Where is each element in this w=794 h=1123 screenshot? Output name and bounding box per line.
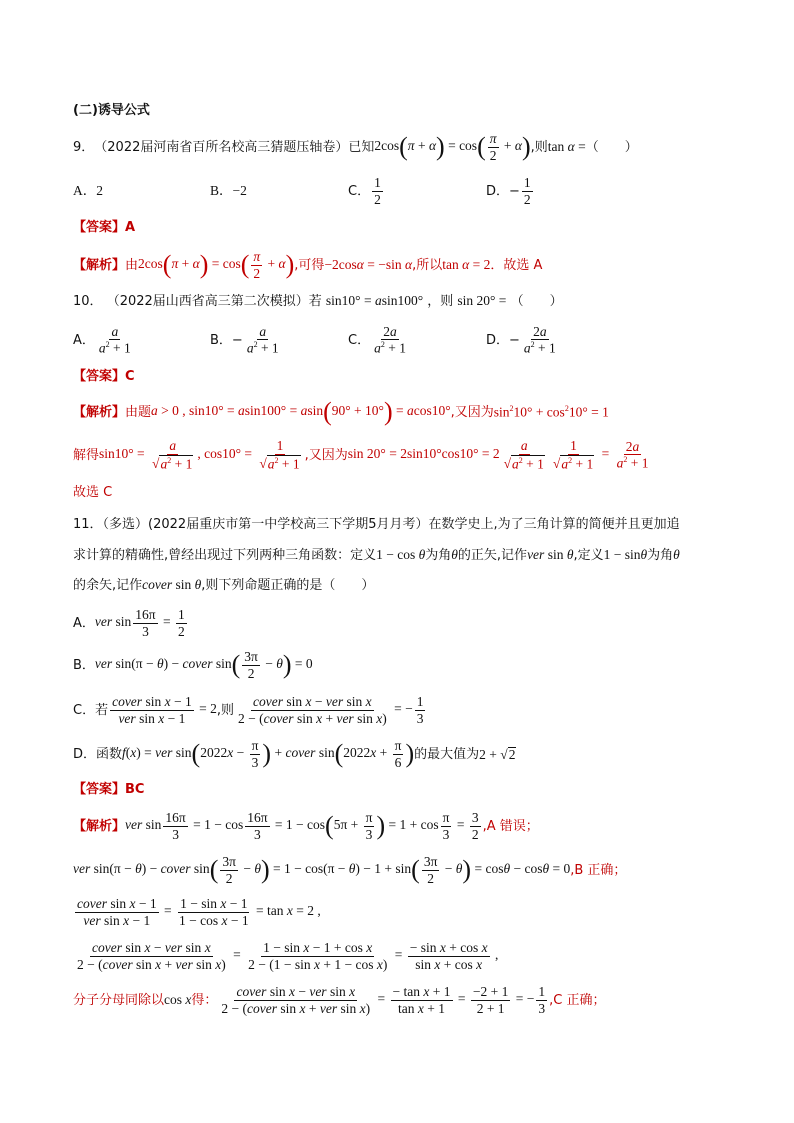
equation: 2cos(π + α) = cos( $\frac{\pi}{2}$ + α) xyxy=(138,248,295,281)
analysis-line: 分子分母同除以 cos x 得： $\frac{\text{cover sin x − ver sin x}}{\text{2 − (cover sin x + ver sin x)}}$ = $\frac{\text{− tan x + 1}}{\text{tan x + 1}}$ = $\frac{-2 + 1}{2 + 1}$ = − $\frac{1}{3}$ ,C 正确； xyxy=(73,983,606,1016)
analysis-label: 【解析】 xyxy=(73,818,126,834)
question-source: （多选）(2022届重庆市第一中学校高三下学期5月月考）在数学史上,为了三角计算的简便并且更加追 xyxy=(102,517,680,532)
equation: sin10° = a √ $a^2 + 1$ , cos10° = 1 √ $a^2 + 1$ xyxy=(99,438,300,472)
answer-value: C xyxy=(125,369,135,384)
option-d: D．函数 f(x) = ver sin(2022x − $\frac{\pi}{3}$ ) + cover sin(2022x + $\frac{\pi}{6}$ ) 的最大值为 2 + √ 2 xyxy=(73,737,516,770)
equation: a > 0 , sin10° = asin100° = asin(90° + 10°) = acos10° xyxy=(151,397,451,426)
answer-label: 【答案】 xyxy=(73,782,126,797)
equation: sin 20° = 2sin10°cos10° = 2 a √ $a^2 + 1$ 1 √ $a^2 + 1$ = $\frac{2a}{a^2 + 1}$ xyxy=(347,438,649,472)
answer-label: 【答案】 xyxy=(73,369,126,384)
question-source: （2022届山西省高三第二次模拟）若 xyxy=(106,294,322,309)
option-d: D．− $\frac{1}{2}$ xyxy=(486,174,531,207)
question-11-stem xyxy=(73,518,680,531)
option-a: A． ver sin $\frac{16\pi}{3}$ = $\frac{1}{2}$ xyxy=(73,606,185,639)
question-number: 10． xyxy=(73,294,103,309)
equation: $\sin^210^\circ + \cos^210^\circ = 1$ xyxy=(493,404,609,420)
answer-blank: （ ） xyxy=(510,294,563,309)
question-10-stem: 10． （2022届山西省高三第二次模拟）若 sin10° = asin100° ，则 sin 20° = （ ） xyxy=(73,293,563,309)
answer-label: 【答案】 xyxy=(73,220,126,235)
option-a: A． $\frac{a}{a^2 + 1}$ xyxy=(73,323,131,356)
answer-line xyxy=(73,783,144,796)
option-c: C． $\frac{1}{2}$ xyxy=(348,174,381,207)
equation: sin 20° = xyxy=(457,293,507,308)
answer-line xyxy=(73,221,135,234)
analysis-line: ver sin(π − θ) − cover sin( $\frac{3\pi}{2}$ − θ) = 1 − cos(π − θ) − 1 + sin( $\frac{3\pi}{2}$ − θ) = cosθ − cosθ = 0 ,B 正确； xyxy=(73,853,627,886)
option-c: C．若 $\frac{\text{cover sin x − 1}}{\text{ver sin x − 1}}$ = 2 ,则 $\frac{\text{cover sin x − ver sin x}}{\text{2 − (cover sin x + ver sin x)}}$ = − $\frac{1}{3}$ xyxy=(73,693,424,726)
section-title: (二)诱导公式 xyxy=(73,103,150,118)
analysis-line: $\frac{\text{cover sin x − ver sin x}}{\text{2 − (cover sin x + ver sin x)}}$ = $\frac{\text{1 − sin x − 1 + cos x}}{\text{2 − (1 − sin x + 1 − cos x)}}$ = $\frac{\text{− sin x + cos x}}{\text{sin x + cos x}}$ , xyxy=(77,939,499,972)
option-b: B． ver sin(π − θ) − cover sin( $\frac{3\pi}{2}$ − θ) = 0 xyxy=(73,648,313,681)
question-9-stem xyxy=(73,132,638,162)
option-b: B．− $\frac{a}{a^2 + 1}$ xyxy=(210,323,279,356)
analysis-line: $\frac{\text{cover sin x − 1}}{\text{ver sin x − 1}}$ = $\frac{\text{1 − sin x − 1}}{\text{1 − cos x − 1}}$ = tan x = 2 , xyxy=(77,895,321,928)
analysis-line: 解得 sin10° = a √ $a^2 + 1$ , cos10° = 1 √ $a^2 + 1$ ,又因为 sin 20° = 2sin10°cos10° = 2 a √ $a^2 + 1$ 1 √ $a^2 + 1$ = $\frac{2a}{a^2 + 1}$ xyxy=(73,434,652,476)
question-source: （2022届河南省百所名校高三猜题压轴卷）已知 xyxy=(94,139,375,155)
option-b: B．−2 xyxy=(210,183,247,199)
equation: 2cos(π + α) = cos( $\frac{\pi}{2}$ + α) xyxy=(374,130,531,163)
option-a: A．2 xyxy=(73,183,103,199)
analysis-line: 【解析】 ver sin $\frac{16\pi}{3}$ = 1 − cos $\frac{16\pi}{3}$ = 1 − cos(5π + $\frac{\pi}{3}$ ) = 1 + cos $\frac{\pi}{3}$ = $\frac{3}{2}$ ,A 错误； xyxy=(73,809,539,842)
answer-blank: （ ） xyxy=(585,139,638,155)
analysis-label: 【解析】 xyxy=(73,404,126,420)
analysis-label: 【解析】 xyxy=(73,257,126,273)
question-number: 9． xyxy=(73,139,95,155)
option-c: C． $\frac{2a}{a^2 + 1}$ xyxy=(348,323,406,356)
answer-line xyxy=(73,370,135,383)
stem-connector: ,则 xyxy=(530,139,548,155)
question-11-stem-line3: 的余矢,记作cover sin θ,则下列命题正确的是（ ） xyxy=(73,577,375,593)
question-number: 11． xyxy=(73,517,103,532)
equation: tan α = xyxy=(547,139,586,155)
analysis-line: 【解析】 由题 a > 0 , sin10° = asin100° = asin(90° + 10°) = acos10° ,又因为 $\sin^210^\circ + \cos^210^\circ = 1$ xyxy=(73,397,609,426)
analysis-line: 【解析】 由 2cos(π + α) = cos( $\frac{\pi}{2}$ + α) ,可得 −2cosα = −sin α ,所以 tan α = 2 ．故选 A xyxy=(73,248,543,281)
equation: sin10° = asin100° xyxy=(325,293,424,308)
conclusion: 故选 C xyxy=(73,485,113,500)
question-11-stem-line2: 求计算的精确性,曾经出现过下列两种三角函数：定义1 − cos θ为角θ的正矢,记作ver sin θ,定义1 − sinθ为角θ xyxy=(73,547,680,563)
option-d: D．− $\frac{2a}{a^2 + 1}$ xyxy=(486,323,556,356)
equation: tan α = 2 xyxy=(442,257,491,273)
answer-value: A xyxy=(125,220,136,235)
answer-value: BC xyxy=(125,782,145,797)
equation: −2cosα = −sin α xyxy=(324,257,413,273)
